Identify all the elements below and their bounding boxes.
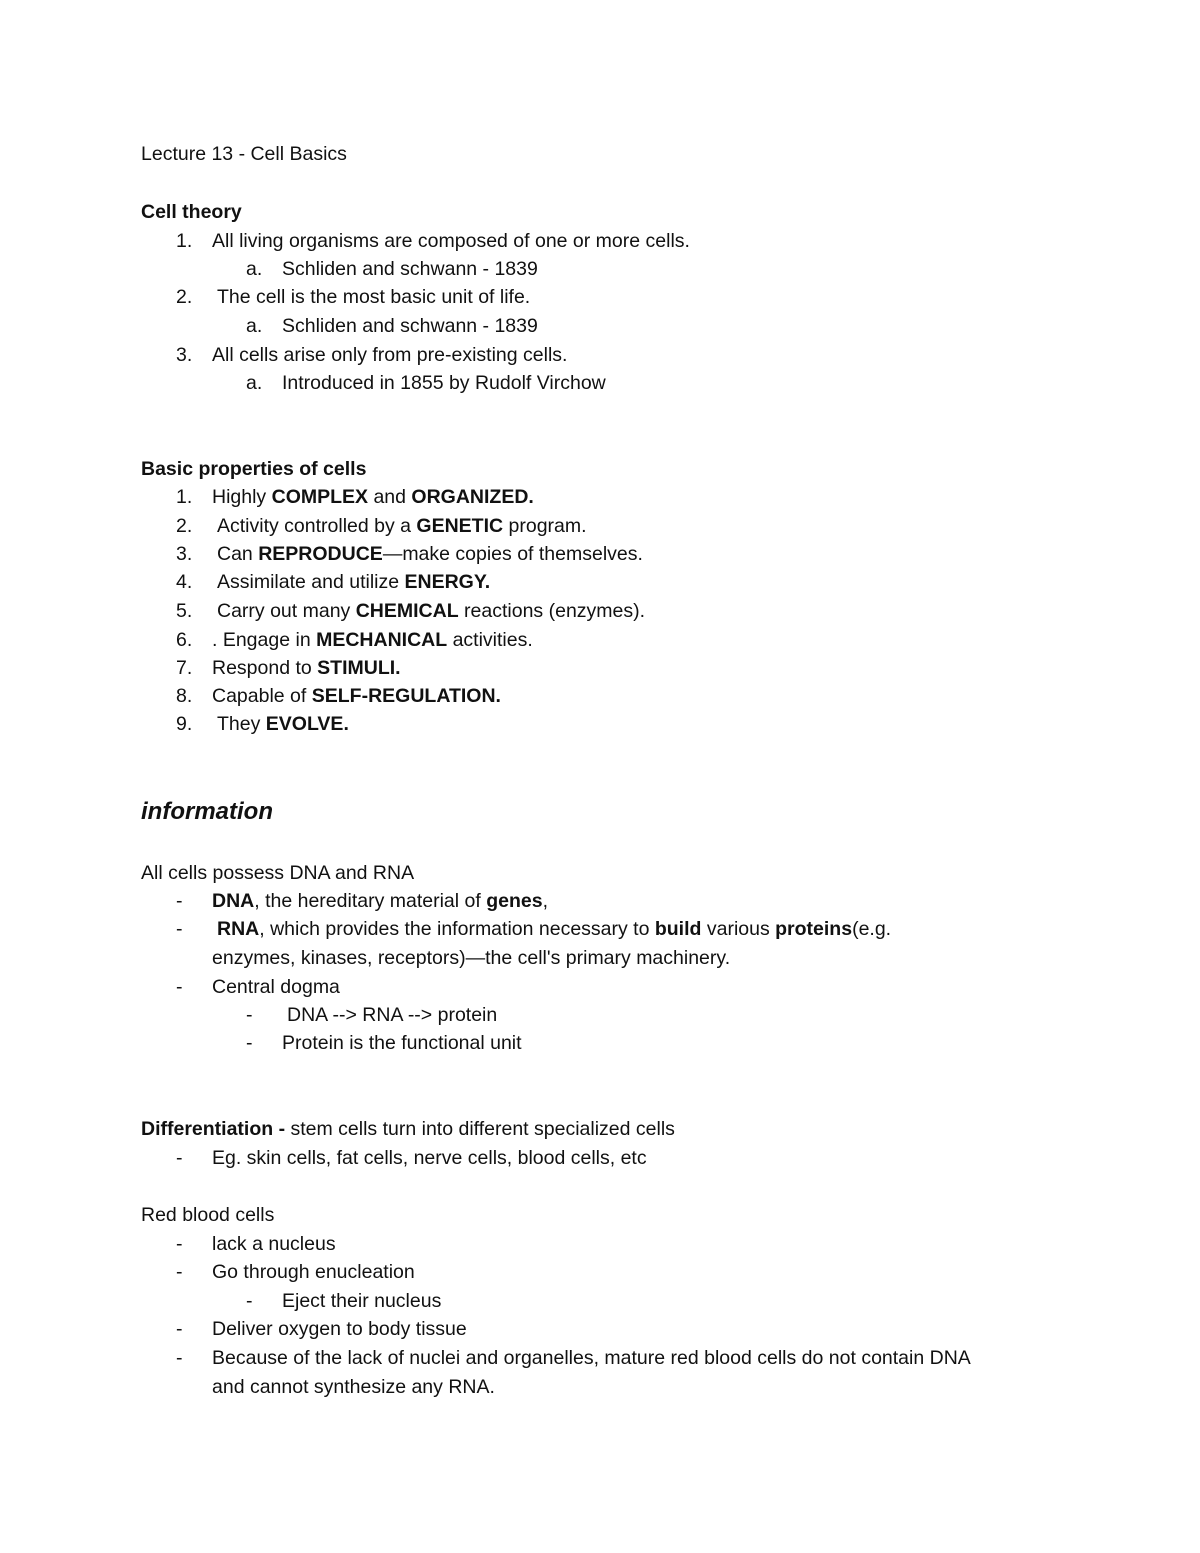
rna-bullet-continued: enzymes, kinases, receptors)—the cell's primary machinery.: [212, 947, 731, 969]
information-heading: information: [141, 798, 273, 825]
rbc-item-4-continued: and cannot synthesize any RNA.: [212, 1376, 495, 1398]
document-page: Lecture 13 - Cell Basics Cell theory 1. All living organisms are composed of one or more cells. a. Schliden and schwann - 1839 2. The cell is the most basic unit of life. a. Schliden and schwann - 1839 3. All cells arise only from pre-existing cells. a. Introduced in 1855 by Rudolf Virchow Basic properties of cells 1. Highly COMPLEX and ORGANIZED. 2. Activity controlled by a GENETIC program. 3. Can REPRODUCE—make copies of themselves. 4. Assimilate and utilize ENERGY. 5. Carry out many CHEMICAL reactions (enzymes). 6. . Engage in MECHANICAL activities. 7. Respond to STIMULI. 8. Capable of SELF-REGULATION. 9. They EVOLVE. information All cells possess DNA and RNA - DNA, the hereditary material of genes, - RNA, which provides the information necessary to build various proteins(e.g. enzymes, kinases, receptors)—the cell's primary machinery. - Central dogma - DNA --> RNA --> protein - Protein is the functional unit Differentiation - stem cells turn into different specialized cells - Eg. skin cells, fat cells, nerve cells, blood cells, etc Red blood cells - lack a nucleus - Go through enucleation - Eject their nucleus - Deliver oxygen to body tissue - Because of the lack of nuclei and organelles, mature red blood cells do not contain DNA and cannot synthesize any RNA.: [141, 143, 971, 1398]
basic-properties-heading: Basic properties of cells: [141, 458, 367, 480]
information-intro: All cells possess DNA and RNA: [141, 862, 415, 884]
cell-theory-heading: Cell theory: [141, 201, 242, 223]
differentiation-line: Differentiation - stem cells turn into different specialized cells: [141, 1118, 675, 1140]
rbc-heading: Red blood cells: [141, 1204, 275, 1226]
doc-title: Lecture 13 - Cell Basics: [141, 143, 347, 165]
